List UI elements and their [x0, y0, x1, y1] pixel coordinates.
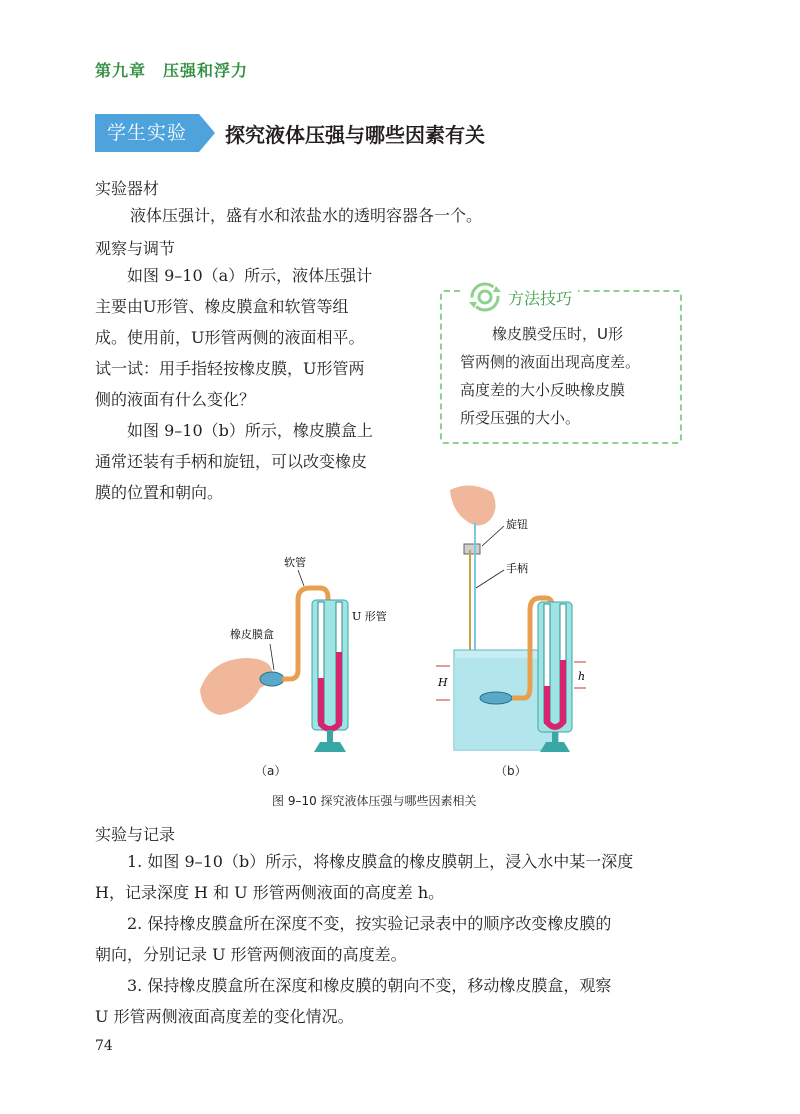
gear-arrows-icon — [468, 280, 502, 314]
banner-arrow-icon — [199, 114, 215, 152]
materials-text: 液体压强计，盛有水和浓盐水的透明容器各一个。 — [130, 206, 483, 225]
observe-line: 试一试：用手指轻按橡皮膜，U形管两 — [95, 359, 365, 378]
knob — [464, 544, 480, 554]
stand-base — [314, 742, 346, 752]
record-list — [95, 846, 715, 1032]
observe-heading: 观察与调节 — [95, 239, 176, 258]
observe-line: 膜的位置和朝向。 — [95, 483, 224, 502]
record-item-line: 1. 如图 9–10（b）所示，将橡皮膜盒的橡皮膜朝上，浸入水中某一深度 — [127, 852, 634, 871]
stand-post — [327, 730, 333, 742]
hand-illustration — [200, 658, 272, 715]
tip-line: 管两侧的液面出现高度差。 — [460, 353, 641, 371]
observe-line: 如图 9–10（a）所示，液体压强计 — [127, 266, 373, 285]
tip-line: 所受压强的大小。 — [460, 409, 581, 427]
record-item-line: 2. 保持橡皮膜盒所在深度不变，按实验记录表中的顺序改变橡皮膜的 — [127, 914, 612, 933]
tip-line: 橡皮膜受压时，U形 — [492, 325, 623, 343]
u-tube-housing — [538, 602, 572, 732]
liquid-right — [560, 660, 566, 724]
leader-line — [298, 570, 304, 586]
stand-post — [552, 732, 558, 742]
observe-line: 成。使用前，U形管两侧的液面相平。 — [95, 328, 365, 347]
page-number: 74 — [95, 1038, 113, 1054]
banner-tag: 学生实验 — [95, 114, 199, 152]
record-heading: 实验与记录 — [95, 825, 176, 844]
label-H: H — [438, 676, 448, 689]
materials-heading: 实验器材 — [95, 179, 160, 198]
leader-line — [482, 526, 504, 546]
method-tip-box — [440, 290, 682, 444]
membrane-box — [480, 692, 512, 704]
label-hose: 软管 — [284, 556, 306, 569]
figure-a-sublabel: （a） — [255, 764, 287, 778]
experiment-banner — [95, 114, 485, 152]
tip-line: 高度差的大小反映橡皮膜 — [460, 381, 626, 399]
liquid-left — [544, 686, 550, 724]
figure-a-pressure-gauge — [190, 540, 410, 755]
liquid-left — [318, 678, 324, 726]
observe-paragraph — [95, 260, 435, 508]
record-item-line: 朝向，分别记录 U 形管两侧液面的高度差。 — [95, 945, 407, 964]
label-u-tube: U 形管 — [352, 610, 387, 623]
membrane-box — [260, 672, 284, 686]
liquid-right — [336, 652, 342, 726]
u-tube-housing — [312, 600, 348, 730]
figure-b-sublabel: （b） — [495, 764, 527, 778]
label-h: h — [578, 670, 586, 683]
label-handle: 手柄 — [506, 562, 528, 575]
observe-line: 侧的液面有什么变化？ — [95, 390, 256, 409]
leader-line — [270, 644, 274, 670]
leader-line — [476, 570, 504, 588]
hand-illustration — [450, 485, 496, 525]
chapter-header: 第九章 压强和浮力 — [95, 61, 249, 80]
tip-title: 方法技巧 — [508, 288, 573, 308]
observe-line: 如图 9–10（b）所示，橡皮膜盒上 — [127, 421, 373, 440]
banner-title: 探究液体压强与哪些因素有关 — [225, 122, 486, 147]
label-knob: 旋钮 — [506, 518, 528, 531]
figure-caption: 图 9–10 探究液体压强与哪些因素相关 — [272, 794, 477, 808]
record-item-line: 3. 保持橡皮膜盒所在深度和橡皮膜的朝向不变，移动橡皮膜盒，观察 — [127, 976, 612, 995]
observe-line: 通常还装有手柄和旋钮，可以改变橡皮 — [95, 452, 368, 471]
figure-b-pressure-gauge — [430, 480, 610, 755]
record-item-line: H，记录深度 H 和 U 形管两侧液面的高度差 h。 — [95, 883, 445, 902]
tip-body — [460, 320, 670, 432]
record-item-line: U 形管两侧液面高度差的变化情况。 — [95, 1007, 354, 1026]
tip-header — [462, 280, 578, 314]
label-membrane-box: 橡皮膜盒 — [230, 628, 274, 641]
observe-line: 主要由U形管、橡皮膜盒和软管等组 — [95, 297, 349, 316]
